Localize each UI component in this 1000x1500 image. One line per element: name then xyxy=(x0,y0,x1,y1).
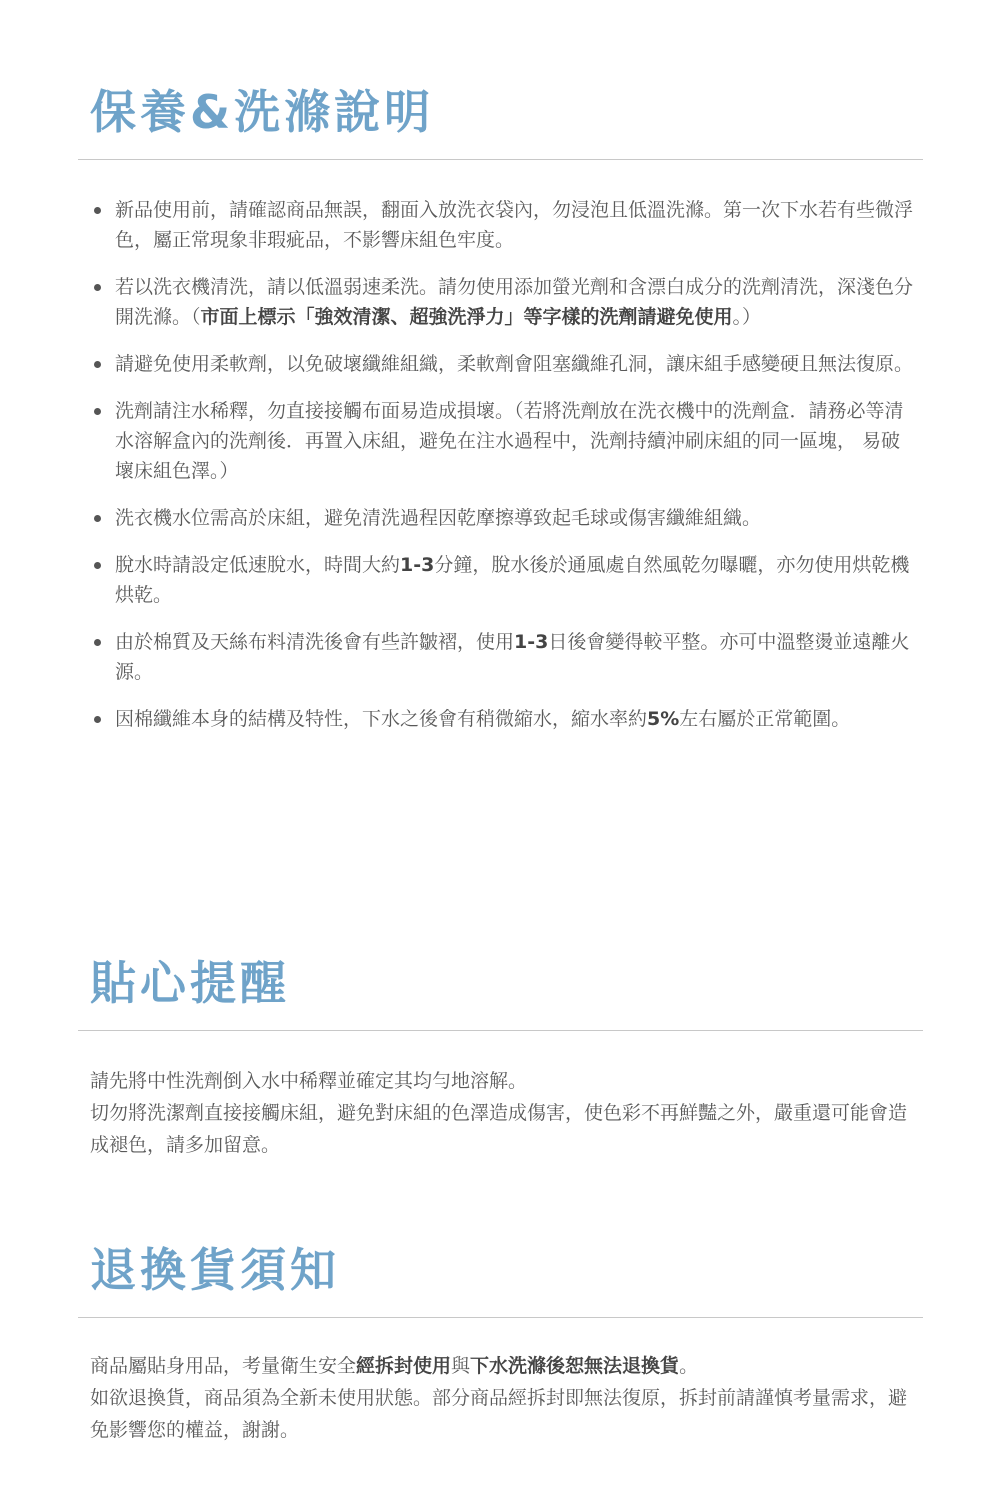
bullet-icon xyxy=(94,639,101,646)
bullet-icon xyxy=(94,408,101,415)
tips-divider xyxy=(78,1030,923,1031)
care-item-7: 由於棉質及天絲布料清洗後會有些許皺褶，使用1-3日後會變得較平整。亦可中溫整燙並遠離火源。 xyxy=(78,627,923,687)
bullet-icon xyxy=(94,207,101,214)
returns-line-1: 商品屬貼身用品，考量衛生安全經拆封使用與下水洗滌後恕無法退換貨。 xyxy=(90,1355,699,1377)
care-list xyxy=(78,195,923,751)
tips-line-2: 切勿將洗潔劑直接接觸床組，避免對床組的色澤造成傷害，使色彩不再鮮豔之外，嚴重還可能會造成褪色，請多加留意。 xyxy=(90,1102,908,1156)
returns-text xyxy=(90,1350,920,1446)
tips-title: 貼心提醒 xyxy=(90,956,290,1010)
returns-line-2: 如欲退換貨，商品須為全新未使用狀態。部分商品經拆封即無法復原，拆封前請謹慎考量需求，避免影響您的權益，謝謝。 xyxy=(90,1387,908,1441)
bullet-icon xyxy=(94,716,101,723)
tips-line-1: 請先將中性洗劑倒入水中稀釋並確定其均勻地溶解。 xyxy=(90,1070,528,1092)
bullet-icon xyxy=(94,361,101,368)
bullet-icon xyxy=(94,562,101,569)
returns-title: 退換貨須知 xyxy=(90,1243,340,1297)
care-item-4: 洗劑請注水稀釋，勿直接接觸布面易造成損壞。（若將洗劑放在洗衣機中的洗劑盒．請務必等清水溶解盒內的洗劑後．再置入床組，避免在注水過程中，洗劑持續沖刷床組的同一區塊， 易破壞床組色澤。） xyxy=(78,396,923,486)
bullet-icon xyxy=(94,515,101,522)
care-item-6: 脫水時請設定低速脫水，時間大約1-3分鐘，脫水後於通風處自然風乾勿曝曬，亦勿使用烘乾機烘乾。 xyxy=(78,550,923,610)
care-item-2: 若以洗衣機清洗，請以低溫弱速柔洗。請勿使用添加螢光劑和含漂白成分的洗劑清洗，深淺色分開洗滌。（市面上標示「強效清潔、超強洗淨力」等字樣的洗劑請避免使用。） xyxy=(78,272,923,332)
care-item-5: 洗衣機水位需高於床組，避免清洗過程因乾摩擦導致起毛球或傷害纖維組織。 xyxy=(78,503,923,533)
care-item-3: 請避免使用柔軟劑，以免破壞纖維組織，柔軟劑會阻塞纖維孔洞，讓床組手感變硬且無法復原。 xyxy=(78,349,923,379)
tips-section xyxy=(78,953,923,1156)
bullet-icon xyxy=(94,284,101,291)
returns-divider xyxy=(78,1317,923,1318)
tips-text xyxy=(90,1065,920,1161)
care-item-1: 新品使用前，請確認商品無誤，翻面入放洗衣袋內，勿浸泡且低溫洗滌。第一次下水若有些微浮色，屬正常現象非瑕疵品，不影響床組色牢度。 xyxy=(78,195,923,255)
care-divider xyxy=(78,159,923,160)
care-section xyxy=(78,82,923,730)
care-title: 保養&洗滌說明 xyxy=(90,85,435,139)
care-item-8: 因棉纖維本身的結構及特性，下水之後會有稍微縮水，縮水率約5%左右屬於正常範圍。 xyxy=(78,704,923,734)
returns-section xyxy=(78,1240,923,1441)
